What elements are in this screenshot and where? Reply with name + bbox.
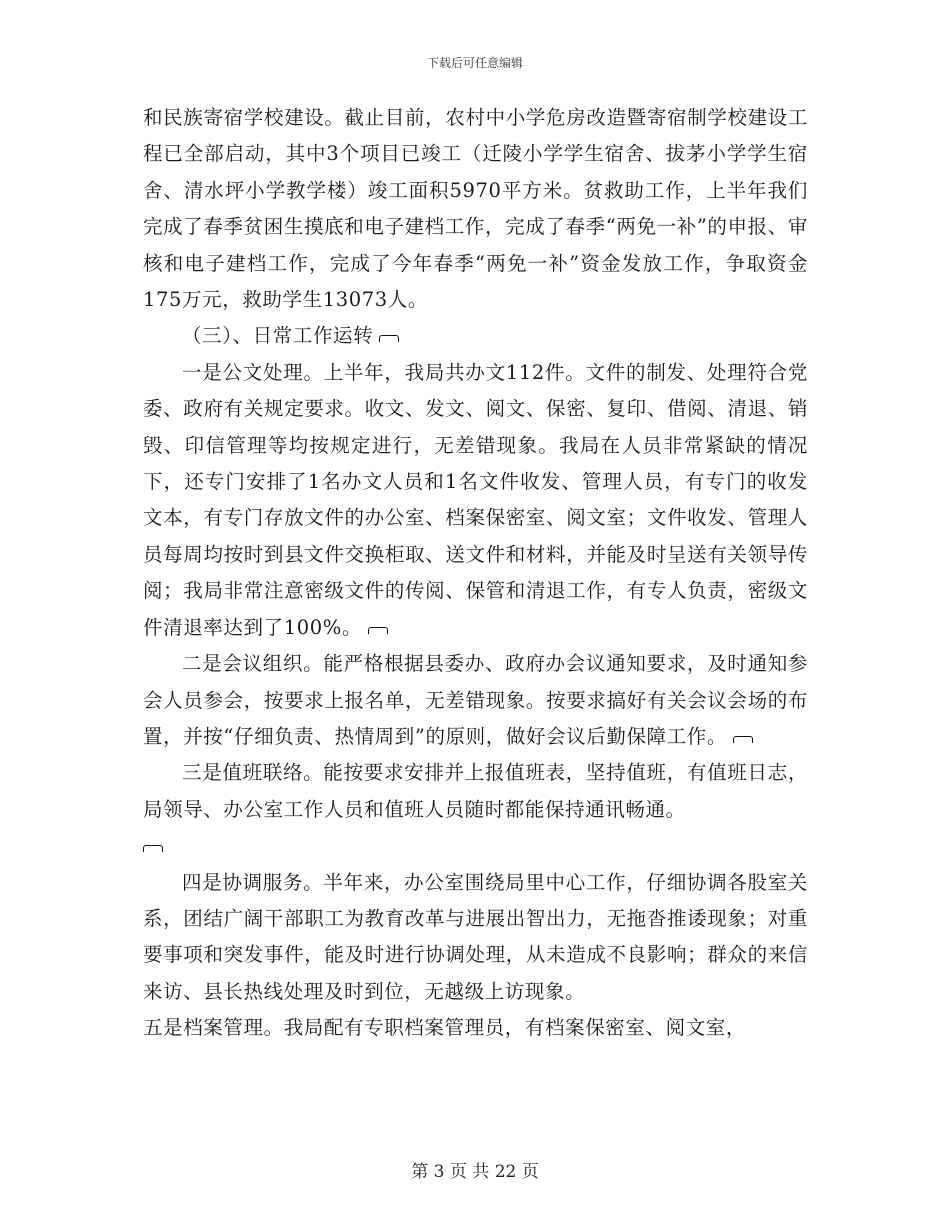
- heading-text: （三）、日常工作运转: [182, 324, 374, 348]
- paragraph-mark-icon: [143, 845, 163, 852]
- paragraph-archive-management: [143, 1010, 808, 1046]
- paragraph-coordination-service: [143, 865, 808, 1011]
- page-footer: 第 3 页 共 22 页: [411, 1162, 539, 1182]
- paragraph-text: 和民族寄宿学校建设。截止目前，农村中小学危房改造暨寄宿制学校建设工程已全部启动，其中3个项目已竣工（迁陵小学学生宿舍、拔茅小学学生宿舍、清水坪小学教学楼）竣工面积5970平方米。贫救助工作，上半年我们完成了春季贫困生摸底和电子建档工作，完成了春季“两免一补”的申报、审核和电子建档工作，完成了今年春季“两免一补”资金发放工作，争取资金175万元，救助学生13073人。: [143, 106, 808, 312]
- paragraph-text: 一是公文处理。上半年，我局共办文112件。文件的制发、处理符合党委、政府有关规定要求。收文、发文、阅文、保密、复印、借阅、清退、销毁、印信管理等均按规定进行，无差错现象。我局在人员非常紧缺的情况下，还专门安排了1名办文人员和1名文件收发、管理人员，有专门的收发文本，有专门存放文件的办公室、档案保密室、阅文室；文件收发、管理人员每周均按时到县文件交换柜取、送文件和材料，并能及时呈送有关领导传阅；我局非常注意密级文件的传阅、保管和清退工作，有专人负责，密级文件清退率达到了100%。: [143, 360, 808, 639]
- paragraph-mark-line: [143, 828, 808, 864]
- paragraph-duty-liaison: [143, 755, 808, 828]
- paragraph-meeting-organization: [143, 646, 808, 755]
- paragraph-text: 五是档案管理。我局配有专职档案管理员，有档案保密室、阅文室，: [143, 1016, 747, 1040]
- paragraph-mark-icon: [368, 627, 388, 634]
- paragraph-text: 三是值班联络。能按要求安排并上报值班表，坚持值班，有值班日志，局领导、办公室工作人员和值班人员随时都能保持通讯畅通。: [143, 761, 808, 821]
- paragraph-text: 四是协调服务。半年来，办公室围绕局里中心工作，仔细协调各股室关系，团结广阔干部职工为教育改革与进展出智出力，无拖沓推诿现象；对重要事项和突发事件，能及时进行协调处理，从未造成不良影响；群众的来信来访、县长热线处理及时到位，无越级上访现象。: [143, 870, 808, 1003]
- paragraph-continuation: [143, 100, 808, 318]
- paragraph-document-handling: [143, 355, 808, 646]
- page-header: 下载后可任意编辑: [426, 56, 523, 70]
- paragraph-mark-icon: [379, 335, 399, 342]
- paragraph-text: 二是会议组织。能严格根据县委办、政府办会议通知要求，及时通知参会人员参会，按要求上报名单，无差错现象。按要求搞好有关会议会场的布置，并按“仔细负责、热情周到”的原则，做好会议后勤保障工作。: [143, 652, 808, 748]
- section-heading: [143, 318, 808, 354]
- paragraph-mark-icon: [733, 736, 753, 743]
- document-body: [143, 100, 808, 1047]
